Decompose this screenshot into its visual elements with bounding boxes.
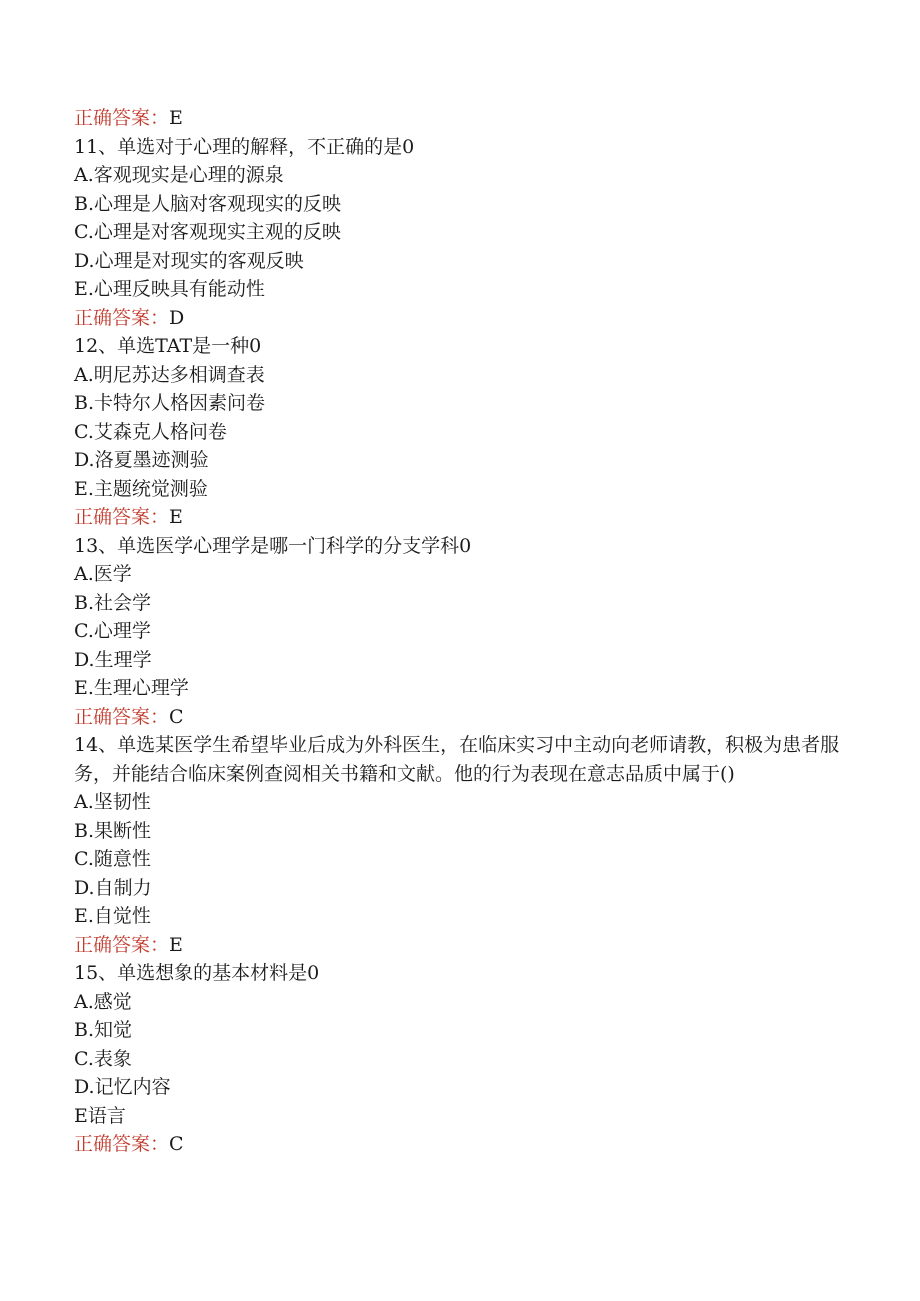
option-d: D.心理是对现实的客观反映: [74, 249, 304, 272]
option-c: C.随意性: [74, 848, 151, 870]
answer-label: 正确答案：: [74, 933, 170, 956]
question-block: [74, 133, 854, 333]
option-b: B.社会学: [74, 591, 152, 614]
option-c: C.表象: [74, 1047, 132, 1070]
option-d: D.记忆内容: [74, 1076, 171, 1098]
question-block: [74, 332, 854, 532]
answer-value: C: [169, 705, 184, 728]
question-stem: 11、单选对于心理的解释，不正确的是0: [74, 135, 415, 158]
option-a: A.客观现实是心理的源泉: [74, 164, 284, 186]
question-block: [74, 532, 854, 732]
question-block: [74, 959, 854, 1159]
option-e: E.自觉性: [74, 905, 151, 927]
answer-value: E: [169, 107, 183, 129]
question-stem: 12、单选TAT是一种0: [74, 335, 262, 357]
answer-value: C: [169, 1133, 184, 1155]
answer-line: [74, 703, 854, 732]
answer-line: [74, 304, 854, 333]
answer-value: E: [169, 506, 183, 528]
answer-label: 正确答案：: [74, 705, 170, 728]
option-a: A.明尼苏达多相调查表: [74, 363, 265, 386]
question-stem: 15、单选想象的基本材料是0: [74, 962, 320, 984]
option-c: C.心理是对客观现实主观的反映: [74, 221, 341, 243]
option-a: A.感觉: [74, 990, 132, 1013]
answer-value: D: [169, 306, 185, 329]
answer-line: [74, 503, 854, 532]
option-a: A.医学: [74, 563, 132, 585]
answer-line: [74, 1130, 854, 1159]
option-e: E语言: [74, 1104, 126, 1127]
question-stem: 14、单选某医学生希望毕业后成为外科医生，在临床实习中主动向老师请教，积极为患者服务，并能结合临床案例查阅相关书籍和文献。他的行为表现在意志品质中属于(): [74, 734, 840, 785]
answer-line: [74, 931, 854, 960]
option-e: E.心理反映具有能动性: [74, 278, 265, 300]
answer-label: 正确答案：: [74, 1133, 170, 1155]
option-b: B.心理是人脑对客观现实的反映: [74, 192, 342, 215]
document-page: [74, 104, 854, 1159]
option-d: D.洛夏墨迹测验: [74, 449, 209, 471]
option-b: B.卡特尔人格因素问卷: [74, 392, 266, 414]
question-block: [74, 731, 854, 959]
answer-label: 正确答案：: [74, 306, 170, 329]
option-b: B.知觉: [74, 1019, 133, 1041]
answer-label: 正确答案：: [74, 506, 170, 528]
option-e: E.主题统觉测验: [74, 477, 208, 500]
question-stem: 13、单选医学心理学是哪一门科学的分支学科0: [74, 534, 472, 557]
option-e: E.生理心理学: [74, 677, 189, 699]
answer-value: E: [169, 933, 183, 956]
option-d: D.生理学: [74, 648, 152, 671]
option-c: C.艾森克人格问卷: [74, 420, 227, 443]
option-a: A.坚韧性: [74, 791, 151, 813]
option-d: D.自制力: [74, 876, 152, 899]
option-b: B.果断性: [74, 819, 152, 842]
answer-label: 正确答案：: [74, 107, 170, 129]
option-c: C.心理学: [74, 620, 151, 642]
answer-line: [74, 104, 854, 133]
